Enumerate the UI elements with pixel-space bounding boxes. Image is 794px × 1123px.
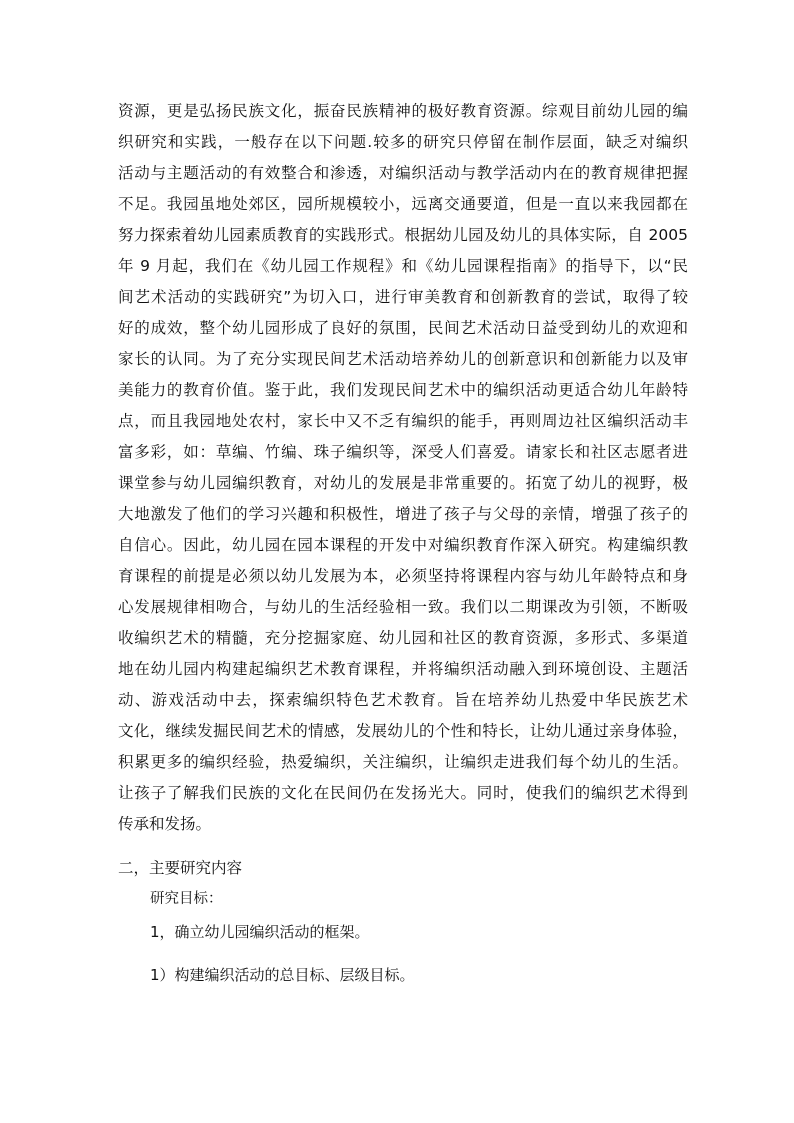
paragraph-line: 自信心。因此，幼儿园在园本课程的开发中对编织教育作深入研究。构建编织教: [118, 536, 688, 554]
paragraph-line: 地在幼儿园内构建起编织艺术教育课程，并将编织活动融入到环境创设、主题活: [118, 660, 688, 678]
paragraph-line: 年 9 月起，我们在《幼儿园工作规程》和《幼儿园课程指南》的指导下，以“民: [118, 257, 688, 275]
paragraph-line: 点，而且我园地处农村，家长中又不乏有编织的能手，再则周边社区编织活动丰: [118, 412, 688, 430]
goal-item: 1，确立幼儿园编织活动的框架。: [150, 923, 370, 941]
paragraph-line: 努力探索着幼儿园素质教育的实践形式。根据幼儿园及幼儿的具体实际，自 2005: [118, 226, 688, 244]
paragraph-line: 收编织艺术的精髓，充分挖掘家庭、幼儿园和社区的教育资源，多形式、多渠道: [118, 629, 688, 647]
paragraph-line: 文化，继续发掘民间艺术的情感，发展幼儿的个性和特长，让幼儿通过亲身体验，: [118, 722, 688, 740]
goal-sub-item: 1）构建编织活动的总目标、层级目标。: [150, 966, 415, 984]
paragraph-line: 资源，更是弘扬民族文化，振奋民族精神的极好教育资源。综观目前幼儿园的编: [118, 102, 688, 120]
body-paragraph: [118, 96, 688, 840]
paragraph-line: 心发展规律相吻合，与幼儿的生活经验相一致。我们以二期课改为引领，不断吸: [118, 598, 688, 616]
paragraph-line: 课堂参与幼儿园编织教育，对幼儿的发展是非常重要的。拓宽了幼儿的视野，极: [118, 474, 688, 492]
research-goal-title: 研究目标：: [150, 891, 223, 907]
paragraph-line: 育课程的前提是必须以幼儿发展为本，必须坚持将课程内容与幼儿年龄特点和身: [118, 567, 688, 585]
section-heading: 二，主要研究内容: [118, 859, 243, 877]
paragraph-line: 不足。我园虽地处郊区，园所规模较小，远离交通要道，但是一直以来我园都在: [118, 195, 688, 213]
paragraph-line: 家长的认同。为了充分实现民间艺术活动培养幼儿的创新意识和创新能力以及审: [118, 350, 688, 368]
paragraph-line: 织研究和实践，一般存在以下问题.较多的研究只停留在制作层面，缺乏对编织: [118, 133, 688, 151]
paragraph-line: 大地激发了他们的学习兴趣和积极性，增进了孩子与父母的亲情，增强了孩子的: [118, 505, 688, 523]
paragraph-line: 富多彩，如：草编、竹编、珠子编织等，深受人们喜爱。请家长和社区志愿者进: [118, 443, 688, 461]
paragraph-line: 传承和发扬。: [118, 815, 212, 833]
paragraph-line: 活动与主题活动的有效整合和渗透，对编织活动与教学活动内在的教育规律把握: [118, 164, 688, 182]
paragraph-line: 美能力的教育价值。鉴于此，我们发现民间艺术中的编织活动更适合幼儿年龄特: [118, 381, 688, 399]
paragraph-line: 动、游戏活动中去，探索编织特色艺术教育。旨在培养幼儿热爱中华民族艺术: [118, 691, 688, 709]
paragraph-line: 积累更多的编织经验，热爱编织，关注编织，让编织走进我们每个幼儿的生活。: [118, 753, 688, 771]
paragraph-line: 好的成效，整个幼儿园形成了良好的氛围，民间艺术活动日益受到幼儿的欢迎和: [118, 319, 688, 337]
paragraph-line: 间艺术活动的实践研究”为切入口，进行审美教育和创新教育的尝试，取得了较: [118, 288, 688, 306]
paragraph-line: 让孩子了解我们民族的文化在民间仍在发扬光大。同时，使我们的编织艺术得到: [118, 784, 688, 802]
